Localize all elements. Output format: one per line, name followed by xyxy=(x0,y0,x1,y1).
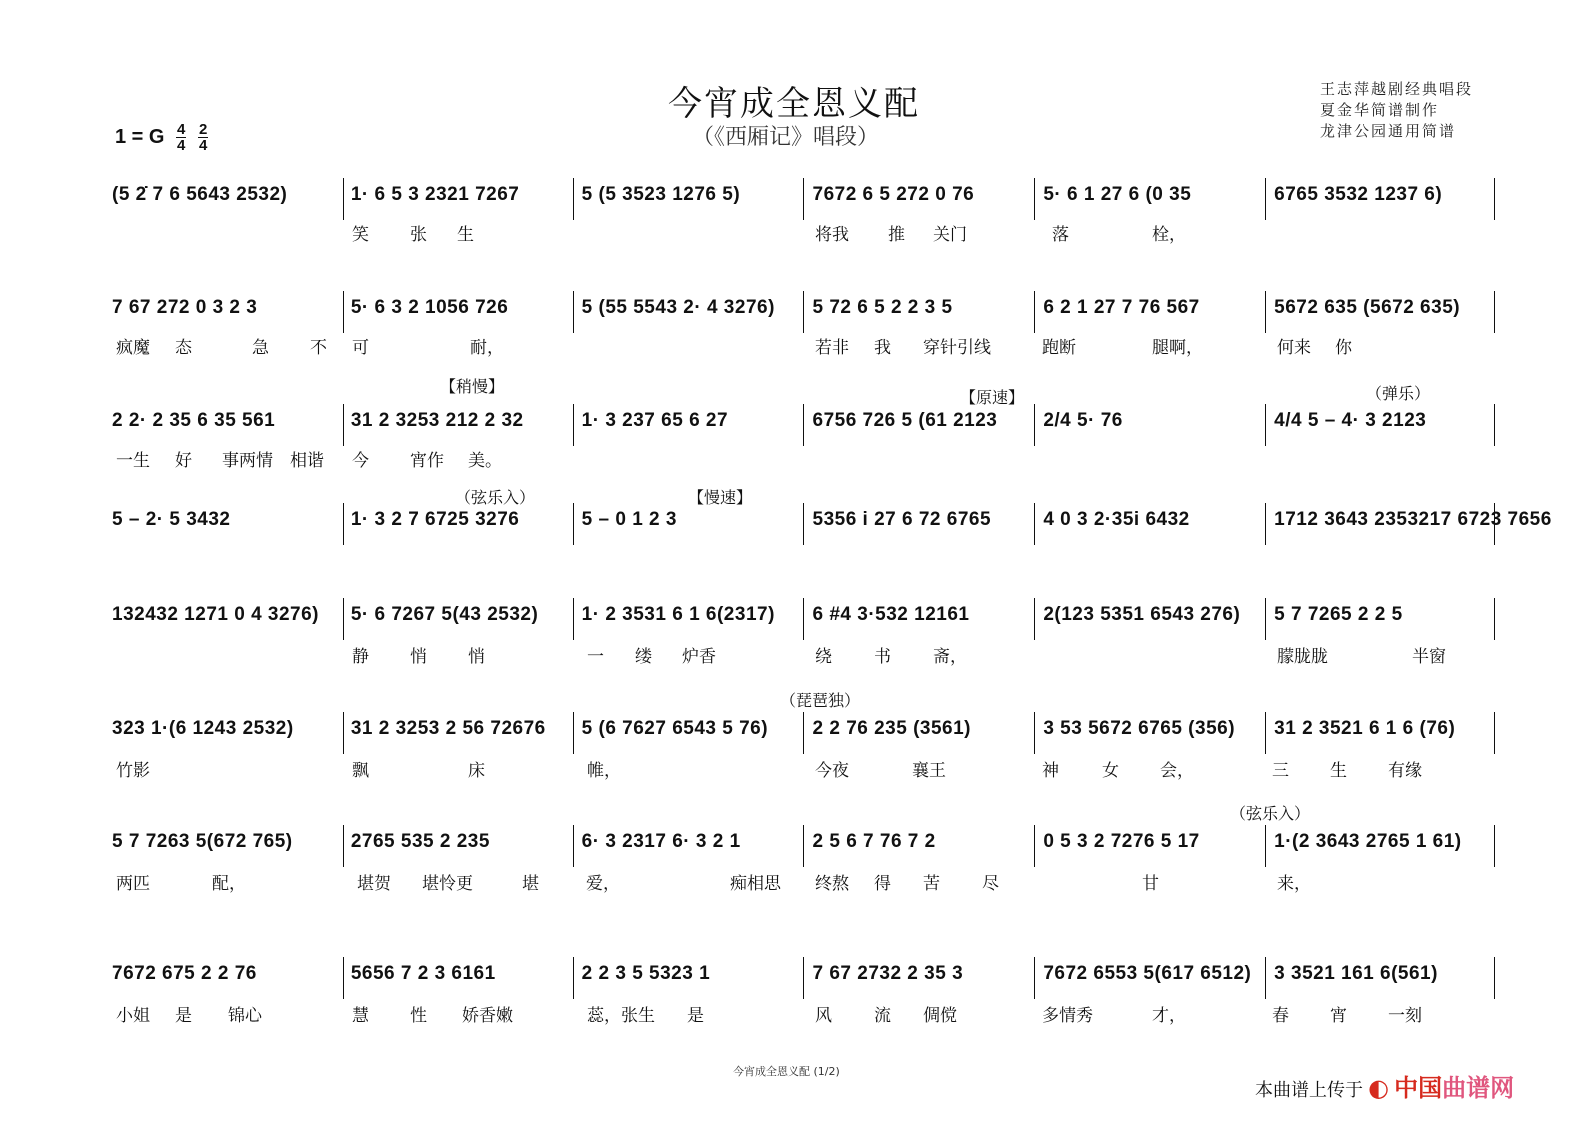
barline xyxy=(1034,712,1035,754)
measure-group: 1· 3 237 65 6 27 xyxy=(581,410,729,431)
lyric: 是 xyxy=(687,1006,704,1026)
brand-logo-icon: ◐ xyxy=(1368,1074,1390,1102)
lyric: 缕 xyxy=(635,647,652,667)
lyric: 堪怜更 xyxy=(422,874,473,894)
upload-text: 本曲谱上传于 xyxy=(1255,1080,1363,1101)
measure-group: 2765 535 2 235 xyxy=(350,831,490,852)
lyric: 终熬 xyxy=(815,874,849,894)
key-label: 1 = G xyxy=(115,125,165,148)
lyric: 锦心 xyxy=(228,1006,262,1026)
barline xyxy=(803,291,804,333)
measure-group: 6 2 1 27 7 76 567 xyxy=(1043,297,1200,318)
barline xyxy=(1034,404,1035,446)
lyric: 来， xyxy=(1277,874,1311,894)
lyric: 书 xyxy=(874,647,891,667)
barline xyxy=(1494,825,1495,867)
lyric: 静 xyxy=(352,647,369,667)
barline xyxy=(1494,598,1495,640)
measure-group: 5 72 6 5 2 2 3 5 xyxy=(812,297,953,318)
measure-group: 6756 726 5 (61 2123 xyxy=(812,410,998,431)
barline xyxy=(573,291,574,333)
barline xyxy=(343,503,344,545)
measure-group: 132432 1271 0 4 3276) xyxy=(112,604,320,625)
lyric: 今 xyxy=(352,451,369,471)
lyric: 相谐 xyxy=(290,451,324,471)
measure-group: 1· 6 5 3 2321 7267 xyxy=(350,184,520,205)
measure-group: 5· 6 7267 5(43 2532) xyxy=(350,604,539,625)
barline xyxy=(573,503,574,545)
lyric: 堪贺 xyxy=(357,874,391,894)
lyric: 跑断 xyxy=(1042,338,1076,358)
lyric: 将我 xyxy=(815,225,849,245)
lyric: 急 xyxy=(252,338,269,358)
lyric: 悄 xyxy=(410,647,427,667)
barline xyxy=(803,404,804,446)
lyric: 何来 xyxy=(1277,338,1311,358)
lyric: 甘 xyxy=(1142,874,1159,894)
lyric: 今夜 xyxy=(815,761,849,781)
lyric: 态 xyxy=(175,338,192,358)
lyric: 帷， xyxy=(587,761,621,781)
lyric: 性 xyxy=(410,1006,427,1026)
lyric: 飘 xyxy=(352,761,369,781)
lyric: 推 xyxy=(888,225,905,245)
brand-name-2: 曲谱网 xyxy=(1442,1074,1515,1102)
measure-group: 7 67 272 0 3 2 3 xyxy=(112,297,258,318)
lyric: 苦 xyxy=(923,874,940,894)
barline xyxy=(1265,404,1266,446)
lyric: 尽 xyxy=(982,874,999,894)
page-subtitle: （《西厢记》唱段） xyxy=(692,125,880,150)
barline xyxy=(803,825,804,867)
measure-group: 2/4 5· 76 xyxy=(1043,410,1123,431)
instrument-mark: （弹乐） xyxy=(1366,384,1431,403)
lyric: 堪 xyxy=(522,874,539,894)
measure-group: 2(123 5351 6543 276) xyxy=(1043,604,1241,625)
lyric: 一 xyxy=(587,647,604,667)
barline xyxy=(1034,503,1035,545)
lyric: 事两情 xyxy=(222,451,273,471)
brand-name-1: 中国 xyxy=(1394,1074,1443,1102)
lyric: 蕊，张生 xyxy=(587,1006,655,1026)
barline xyxy=(803,503,804,545)
lyric: 三 xyxy=(1272,761,1289,781)
lyric: 不 xyxy=(310,338,327,358)
time-signature-4-4: $\frac{4}{4}$ xyxy=(177,121,186,154)
measure-group: 5 (55 5543 2· 4 3276) xyxy=(581,297,775,318)
measure-group: 5 7 7265 2 2 5 xyxy=(1274,604,1403,625)
measure-group: 5 – 2· 5 3432 xyxy=(112,509,231,530)
lyric: 美。 xyxy=(468,451,502,471)
tempo-mark: 【稍慢】 xyxy=(440,377,505,396)
page-title: 今宵成全恩义配 xyxy=(668,84,920,124)
lyric: 笑 xyxy=(352,225,369,245)
measure-group: 2 2 3 5 5323 1 xyxy=(581,963,711,984)
lyric: 生 xyxy=(457,225,474,245)
lyric: 倜傥 xyxy=(923,1006,957,1026)
lyric: 生 xyxy=(1330,761,1347,781)
barline xyxy=(573,404,574,446)
lyric: 可 xyxy=(352,338,369,358)
measure-group: 5· 6 3 2 1056 726 xyxy=(350,297,509,318)
measure-group: 6 #4 3·532 12161 xyxy=(812,604,970,625)
lyric: 半窗 xyxy=(1412,647,1446,667)
barline xyxy=(1034,598,1035,640)
barline xyxy=(573,957,574,999)
measure-group: 4/4 5 – 4· 3 2123 xyxy=(1274,410,1427,431)
lyric: 风 xyxy=(815,1006,832,1026)
barline xyxy=(1265,598,1266,640)
lyric: 会， xyxy=(1160,761,1194,781)
barline xyxy=(1265,712,1266,754)
measure-group: 5 – 0 1 2 3 xyxy=(581,509,677,530)
measure-group: 31 2 3253 2 56 72676 xyxy=(350,718,546,739)
barline xyxy=(803,598,804,640)
barline xyxy=(573,712,574,754)
credit-line-3: 龙津公园通用简谱 xyxy=(1320,122,1457,140)
lyric: 多情秀 xyxy=(1042,1006,1093,1026)
barline xyxy=(343,957,344,999)
lyric: 配， xyxy=(212,874,246,894)
lyric: 我 xyxy=(874,338,891,358)
instrument-mark: （弦乐入） xyxy=(1230,804,1311,823)
lyric: 春 xyxy=(1272,1006,1289,1026)
barline xyxy=(1265,503,1266,545)
barline xyxy=(803,178,804,220)
lyric: 疯魔 xyxy=(116,338,150,358)
barline xyxy=(1265,957,1266,999)
lyric: 好 xyxy=(175,451,192,471)
measure-group: 5 (5 3523 1276 5) xyxy=(581,184,741,205)
lyric: 一刻 xyxy=(1388,1006,1422,1026)
barline xyxy=(1034,825,1035,867)
page-footer-label: 今宵成全恩义配 (1/2) xyxy=(733,1065,840,1078)
lyric: 关门 xyxy=(933,225,967,245)
tempo-mark: 【原速】 xyxy=(960,388,1025,407)
lyric: 爱， xyxy=(586,874,620,894)
barline xyxy=(343,404,344,446)
lyric: 有缘 xyxy=(1388,761,1422,781)
lyric: 你 xyxy=(1335,338,1352,358)
lyric: 朦胧胧 xyxy=(1277,647,1328,667)
lyric: 痴相思 xyxy=(730,874,781,894)
barline xyxy=(1494,178,1495,220)
barline xyxy=(1034,178,1035,220)
barline xyxy=(573,598,574,640)
measure-group: 2 5 6 7 76 7 2 xyxy=(812,831,936,852)
lyric: 绕 xyxy=(815,647,832,667)
measure-group: (5 2̇ 7 6 5643 2532) xyxy=(112,184,288,205)
lyric: 张 xyxy=(410,225,427,245)
measure-group: 6765 3532 1237 6) xyxy=(1274,184,1443,205)
barline xyxy=(573,825,574,867)
lyric: 两匹 xyxy=(116,874,150,894)
lyric: 腿啊， xyxy=(1152,338,1203,358)
lyric: 栓， xyxy=(1152,225,1186,245)
measure-group: 1· 2 3531 6 1 6(2317) xyxy=(581,604,775,625)
measure-group: 7672 6 5 272 0 76 xyxy=(812,184,975,205)
lyric: 小姐 xyxy=(116,1006,150,1026)
measure-group: 31 2 3253 212 2 32 xyxy=(350,410,524,431)
barline xyxy=(343,712,344,754)
lyric: 襄王 xyxy=(912,761,946,781)
measure-group: 1· 3 2 7 6725 3276 xyxy=(350,509,520,530)
measure-group: 6· 3 2317 6· 3 2 1 xyxy=(581,831,741,852)
measure-group: 5 (6 7627 6543 5 76) xyxy=(581,718,769,739)
source-brand[interactable] xyxy=(1255,1068,1514,1103)
measure-group: 7 67 2732 2 35 3 xyxy=(812,963,964,984)
barline xyxy=(803,957,804,999)
lyric: 神 xyxy=(1042,761,1059,781)
barline xyxy=(573,178,574,220)
measure-group: 1·(2 3643 2765 1 61) xyxy=(1274,831,1462,852)
lyric: 女 xyxy=(1102,761,1119,781)
barline xyxy=(1265,825,1266,867)
lyric: 若非 xyxy=(815,338,849,358)
lyric: 竹影 xyxy=(116,761,150,781)
measure-group: 5356 i 27 6 72 6765 xyxy=(812,509,992,530)
lyric: 是 xyxy=(175,1006,192,1026)
lyric: 穿针引线 xyxy=(923,338,991,358)
barline xyxy=(1494,957,1495,999)
measure-group: 5 7 7263 5(672 765) xyxy=(112,831,293,852)
measure-group: 323 1·(6 1243 2532) xyxy=(112,718,294,739)
lyric: 流 xyxy=(874,1006,891,1026)
barline xyxy=(1034,291,1035,333)
barline xyxy=(1034,957,1035,999)
instrument-mark: （琵琶独） xyxy=(780,691,861,710)
lyric: 落 xyxy=(1052,225,1069,245)
measure-group: 0 5 3 2 7276 5 17 xyxy=(1043,831,1200,852)
barline xyxy=(343,178,344,220)
barline xyxy=(1494,404,1495,446)
lyric: 斋， xyxy=(933,647,967,667)
lyric: 宵作 xyxy=(410,451,444,471)
lyric: 炉香 xyxy=(682,647,716,667)
barline xyxy=(1265,178,1266,220)
measure-group: 31 2 3521 6 1 6 (76) xyxy=(1274,718,1456,739)
measure-group: 3 3521 161 6(561) xyxy=(1274,963,1438,984)
barline xyxy=(343,291,344,333)
credit-line-2: 夏金华简谱制作 xyxy=(1320,101,1440,119)
measure-group: 5656 7 2 3 6161 xyxy=(350,963,496,984)
measure-group: 5672 635 (5672 635) xyxy=(1274,297,1461,318)
barline xyxy=(1494,712,1495,754)
barline xyxy=(343,598,344,640)
measure-group: 2 2 76 235 (3561) xyxy=(812,718,972,739)
measure-group: 3 53 5672 6765 (356) xyxy=(1043,718,1236,739)
barline xyxy=(803,712,804,754)
lyric: 娇香嫩 xyxy=(462,1006,513,1026)
lyric: 慧 xyxy=(352,1006,369,1026)
barline xyxy=(1494,291,1495,333)
measure-group: 7672 6553 5(617 6512) xyxy=(1043,963,1252,984)
measure-group: 1712 3643 2353217 6723 7656 xyxy=(1274,509,1552,530)
barline xyxy=(343,825,344,867)
lyric: 悄 xyxy=(468,647,485,667)
instrument-mark: （弦乐入） xyxy=(455,488,536,507)
barline xyxy=(1265,291,1266,333)
time-signature-2-4: $\frac{2}{4}$ xyxy=(198,121,208,154)
lyric: 得 xyxy=(874,874,891,894)
lyric: 床 xyxy=(468,761,485,781)
lyric: 一生 xyxy=(116,451,150,471)
measure-group: 2 2· 2 35 6 35 561 xyxy=(112,410,276,431)
lyric: 才， xyxy=(1152,1006,1186,1026)
measure-group: 4 0 3 2·35i 6432 xyxy=(1043,509,1190,530)
measure-group: 5· 6 1 27 6 (0 35 xyxy=(1043,184,1192,205)
lyric: 耐， xyxy=(470,338,504,358)
barline xyxy=(1494,503,1495,545)
tempo-mark: 【慢速】 xyxy=(688,488,753,507)
measure-group: 7672 675 2 2 76 xyxy=(112,963,257,984)
credit-line-1: 王志萍越剧经典唱段 xyxy=(1320,80,1474,98)
lyric: 宵 xyxy=(1330,1006,1347,1026)
